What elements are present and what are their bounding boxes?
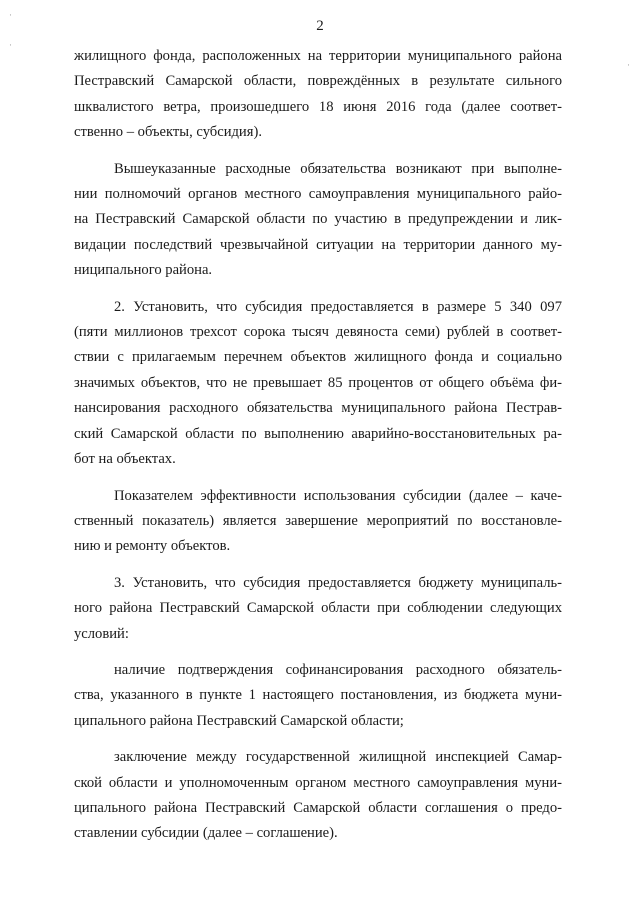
text-line: значимых объектов, что не превышает 85 процентов от общего объёма фи- bbox=[74, 374, 562, 391]
text-line: (пяти миллионов трехсот сорока тысяч девяноста семи) рублей в соответ- bbox=[74, 324, 562, 341]
paragraph-condition-agreement bbox=[74, 745, 562, 847]
text-line: нии полномочий органов местного самоуправления муниципального райо- bbox=[74, 186, 562, 203]
scan-mark: · bbox=[627, 60, 630, 70]
text-line: ства, указанного в пункте 1 настоящего постановления, из бюджета муни- bbox=[74, 687, 562, 704]
text-line: ственный показатель) является завершение мероприятий по восстановле- bbox=[74, 512, 562, 529]
text-line: ствии с прилагаемым перечнем объектов жилищного фонда и социально bbox=[74, 349, 562, 366]
text-line: видации последствий чрезвычайной ситуации на территории данного му- bbox=[74, 236, 562, 253]
text-line: заключение между государственной жилищной инспекцией Самар- bbox=[114, 749, 562, 766]
text-line: 3. Установить, что субсидия предоставляется бюджету муниципаль- bbox=[114, 574, 562, 591]
text-line: бот на объектах. bbox=[74, 451, 176, 468]
paragraph-item-2 bbox=[74, 295, 562, 473]
text-line: ниципального района. bbox=[74, 262, 213, 279]
text-line: Показателем эффективности использования субсидии (далее – каче- bbox=[114, 487, 562, 504]
paragraph-indicator bbox=[74, 484, 562, 560]
text-line: ципального района Пестравский Самарской области; bbox=[74, 712, 404, 729]
paragraph-continuation bbox=[74, 44, 562, 146]
text-line: ципального района Пестравский Самарской области соглашения о предо- bbox=[74, 799, 562, 816]
paragraph-condition-cofinancing bbox=[74, 658, 562, 734]
text-line: на Пестравский Самарской области по участию в предупреждении и лик- bbox=[74, 211, 562, 228]
paragraph-obligations bbox=[74, 157, 562, 284]
text-line: ставлении субсидии (далее – соглашение). bbox=[74, 825, 338, 842]
text-line: нансирования расходного обязательства муниципального района Пестрав- bbox=[74, 400, 562, 417]
text-line: ного района Пестравский Самарской области при соблюдении следующих bbox=[74, 600, 562, 617]
page-number: 2 bbox=[316, 18, 324, 34]
text-line: Вышеуказанные расходные обязательства возникают при выполне- bbox=[114, 160, 562, 177]
paragraph-item-3 bbox=[74, 571, 562, 647]
text-line: 2. Установить, что субсидия предоставляется в размере 5 340 097 bbox=[114, 298, 562, 315]
scan-mark: · bbox=[9, 10, 12, 20]
scan-mark: · bbox=[9, 40, 12, 50]
text-line: жилищного фонда, расположенных на территории муниципального района bbox=[74, 48, 562, 64]
text-line: Пестравский Самарской области, повреждённых в результате сильного bbox=[74, 73, 562, 90]
text-line: наличие подтверждения софинансирования расходного обязатель- bbox=[114, 661, 562, 678]
text-line: ский Самарской области по выполнению аварийно-восстановительных ра- bbox=[74, 425, 562, 442]
document-body bbox=[74, 44, 562, 858]
text-line: шквалистого ветра, произошедшего 18 июня 2016 года (далее соответ- bbox=[74, 98, 562, 115]
text-line: нию и ремонту объектов. bbox=[74, 538, 231, 555]
text-line: условий: bbox=[74, 625, 129, 642]
text-line: ственно – объекты, субсидия). bbox=[74, 124, 262, 141]
text-line: ской области и уполномоченным органом местного самоуправления муни- bbox=[74, 774, 562, 791]
